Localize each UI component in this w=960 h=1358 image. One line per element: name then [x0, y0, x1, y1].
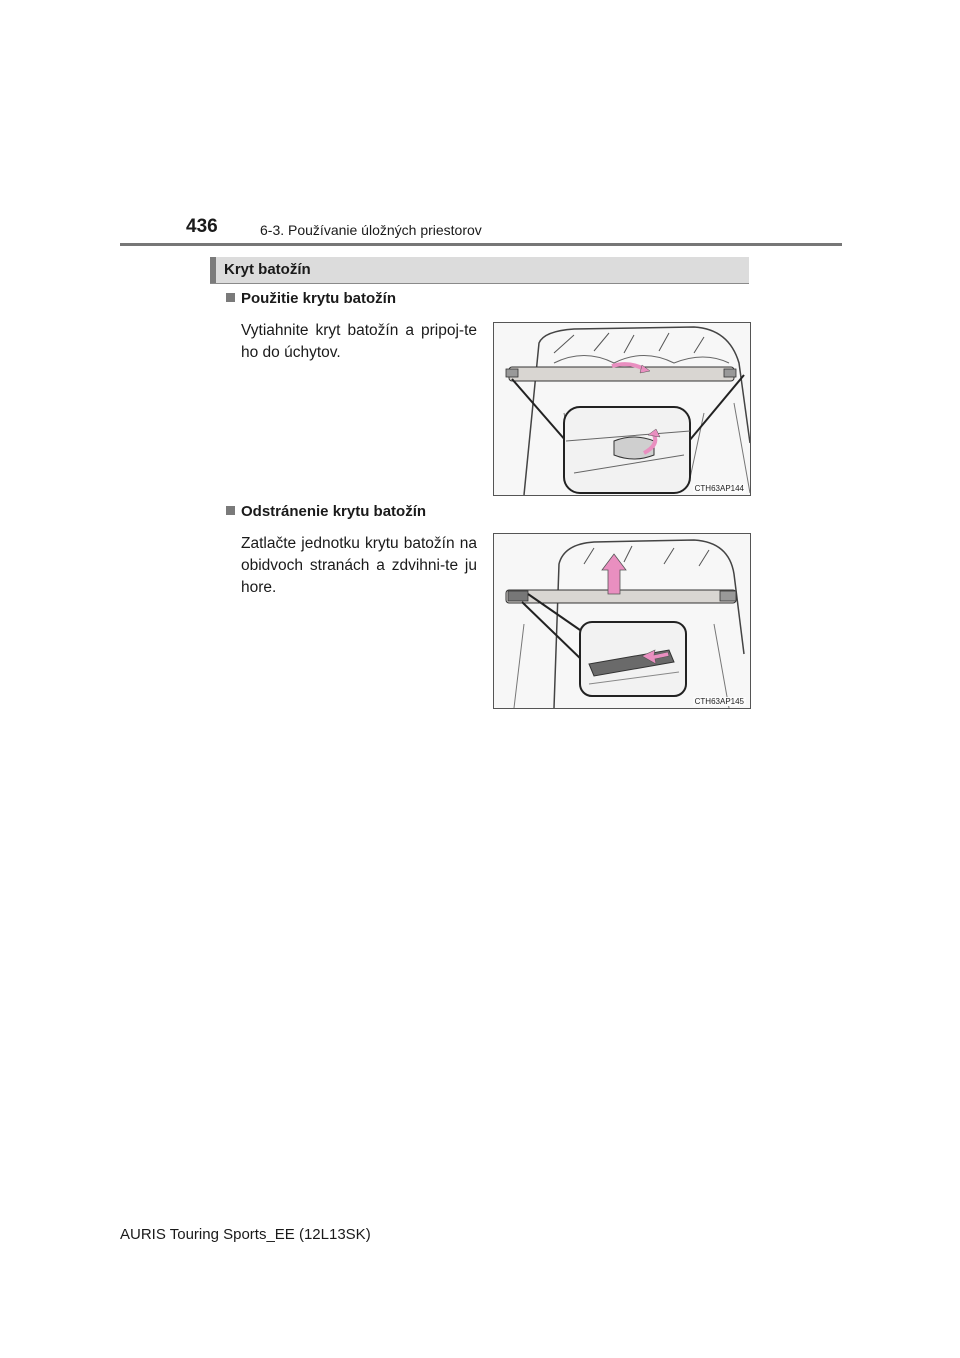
chapter-section-title: 6-3. Používanie úložných priestorov [260, 222, 482, 238]
cargo-cover-attach-illustration [494, 323, 750, 495]
bullet-square-icon [226, 293, 235, 302]
footer-text: AURIS Touring Sports_EE (12L13SK) [120, 1226, 371, 1243]
item-text-use: Vytiahnite kryt batožín a pripoj-te ho do úchytov. [241, 322, 477, 361]
section-title: Kryt batožín [224, 261, 311, 278]
item-heading-use [226, 290, 396, 307]
section-bar-accent [210, 257, 216, 283]
figure-cover-remove [493, 533, 751, 709]
figure-code: CTH63AP145 [694, 697, 744, 706]
page-number: 436 [186, 216, 218, 237]
figure-code: CTH63AP144 [694, 484, 744, 493]
item-heading-use-text: Použitie krytu batožín [241, 290, 397, 307]
bullet-square-icon [226, 506, 235, 515]
header-divider [120, 243, 842, 246]
item-heading-remove-text: Odstránenie krytu batožín [241, 503, 427, 520]
item-text-remove: Zatlačte jednotku krytu batožín na obidvoch stranách a zdvihni-te ju hore. [241, 535, 477, 596]
section-title-bar [210, 257, 749, 284]
cargo-cover-remove-illustration [494, 534, 750, 708]
figure-cover-use [493, 322, 751, 496]
item-heading-remove [226, 503, 426, 520]
